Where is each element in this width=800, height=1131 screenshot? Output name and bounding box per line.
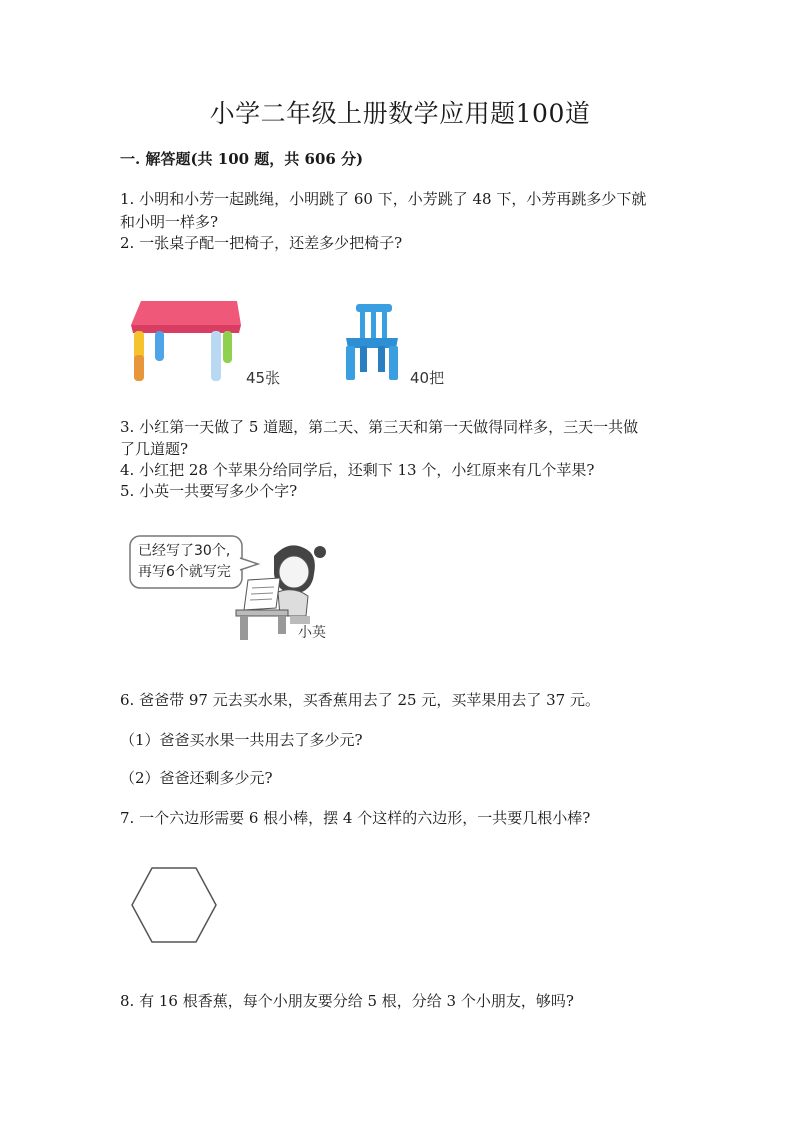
table-leg-blue <box>155 331 164 361</box>
chair-back-bar <box>382 310 387 338</box>
chair-leg <box>346 346 355 380</box>
girl-face <box>279 556 309 588</box>
desk-leg <box>278 616 286 634</box>
table-top <box>131 301 241 325</box>
page-title: 小学二年级上册数学应用题100道 <box>209 99 591 128</box>
question-2: 2. 一张桌子配一把椅子，还差多少把椅子? <box>120 234 403 252</box>
question-4: 4. 小红把 28 个苹果分给同学后，还剩下 13 个，小红原来有几个苹果? <box>120 461 595 479</box>
question-7: 7. 一个六边形需要 6 根小棒，摆 4 个这样的六边形，一共要几根小棒? <box>120 809 591 827</box>
hexagon-shape <box>132 868 216 942</box>
girl-name-label: 小英 <box>298 625 326 641</box>
desk-leg <box>240 616 248 640</box>
girl-hair-bun <box>314 546 326 558</box>
table-edge <box>131 325 241 333</box>
chair-count-label: 40把 <box>410 369 445 387</box>
desk-top <box>236 610 288 616</box>
table-leg-orange <box>134 355 144 381</box>
question-8: 8. 有 16 根香蕉，每个小朋友要分给 5 根，分给 3 个小朋友，够吗? <box>120 992 574 1010</box>
speech-bubble-line-2: 再写6个就写完 <box>138 564 231 580</box>
chair-back-bar <box>371 310 376 338</box>
section-heading: 一. 解答题(共 100 题，共 606 分) <box>120 150 364 168</box>
question-1-line-2: 和小明一样多? <box>120 213 219 231</box>
table-leg-light <box>211 331 221 381</box>
question-1-line-1: 1. 小明和小芳一起跳绳，小明跳了 60 下，小芳跳了 48 下，小芳再跳多少下就 <box>120 190 647 208</box>
hexagon-illustration <box>128 864 220 946</box>
chair-illustration <box>340 300 404 382</box>
question-6-part-2: （2）爸爸还剩多少元? <box>120 769 273 787</box>
table-count-label: 45张 <box>246 369 281 387</box>
question-5: 5. 小英一共要写多少个字? <box>120 482 298 500</box>
chair-leg <box>378 346 385 372</box>
speech-bubble-tail <box>240 558 258 570</box>
question-6-part-1: （1）爸爸买水果一共用去了多少元? <box>120 731 363 749</box>
chair-back-bar <box>360 310 365 338</box>
chair-leg <box>360 346 367 372</box>
speech-bubble-line-1: 已经写了30个, <box>138 543 231 559</box>
question-6: 6. 爸爸带 97 元去买水果，买香蕉用去了 25 元，买苹果用去了 37 元。 <box>120 691 600 709</box>
chair-leg <box>389 346 398 380</box>
table-leg-green <box>223 331 232 363</box>
table-illustration <box>125 295 245 387</box>
question-3-line-1: 3. 小红第一天做了 5 道题，第二天、第三天和第一天做得同样多，三天一共做 <box>120 418 639 436</box>
question-3-line-2: 了几道题? <box>120 440 189 458</box>
